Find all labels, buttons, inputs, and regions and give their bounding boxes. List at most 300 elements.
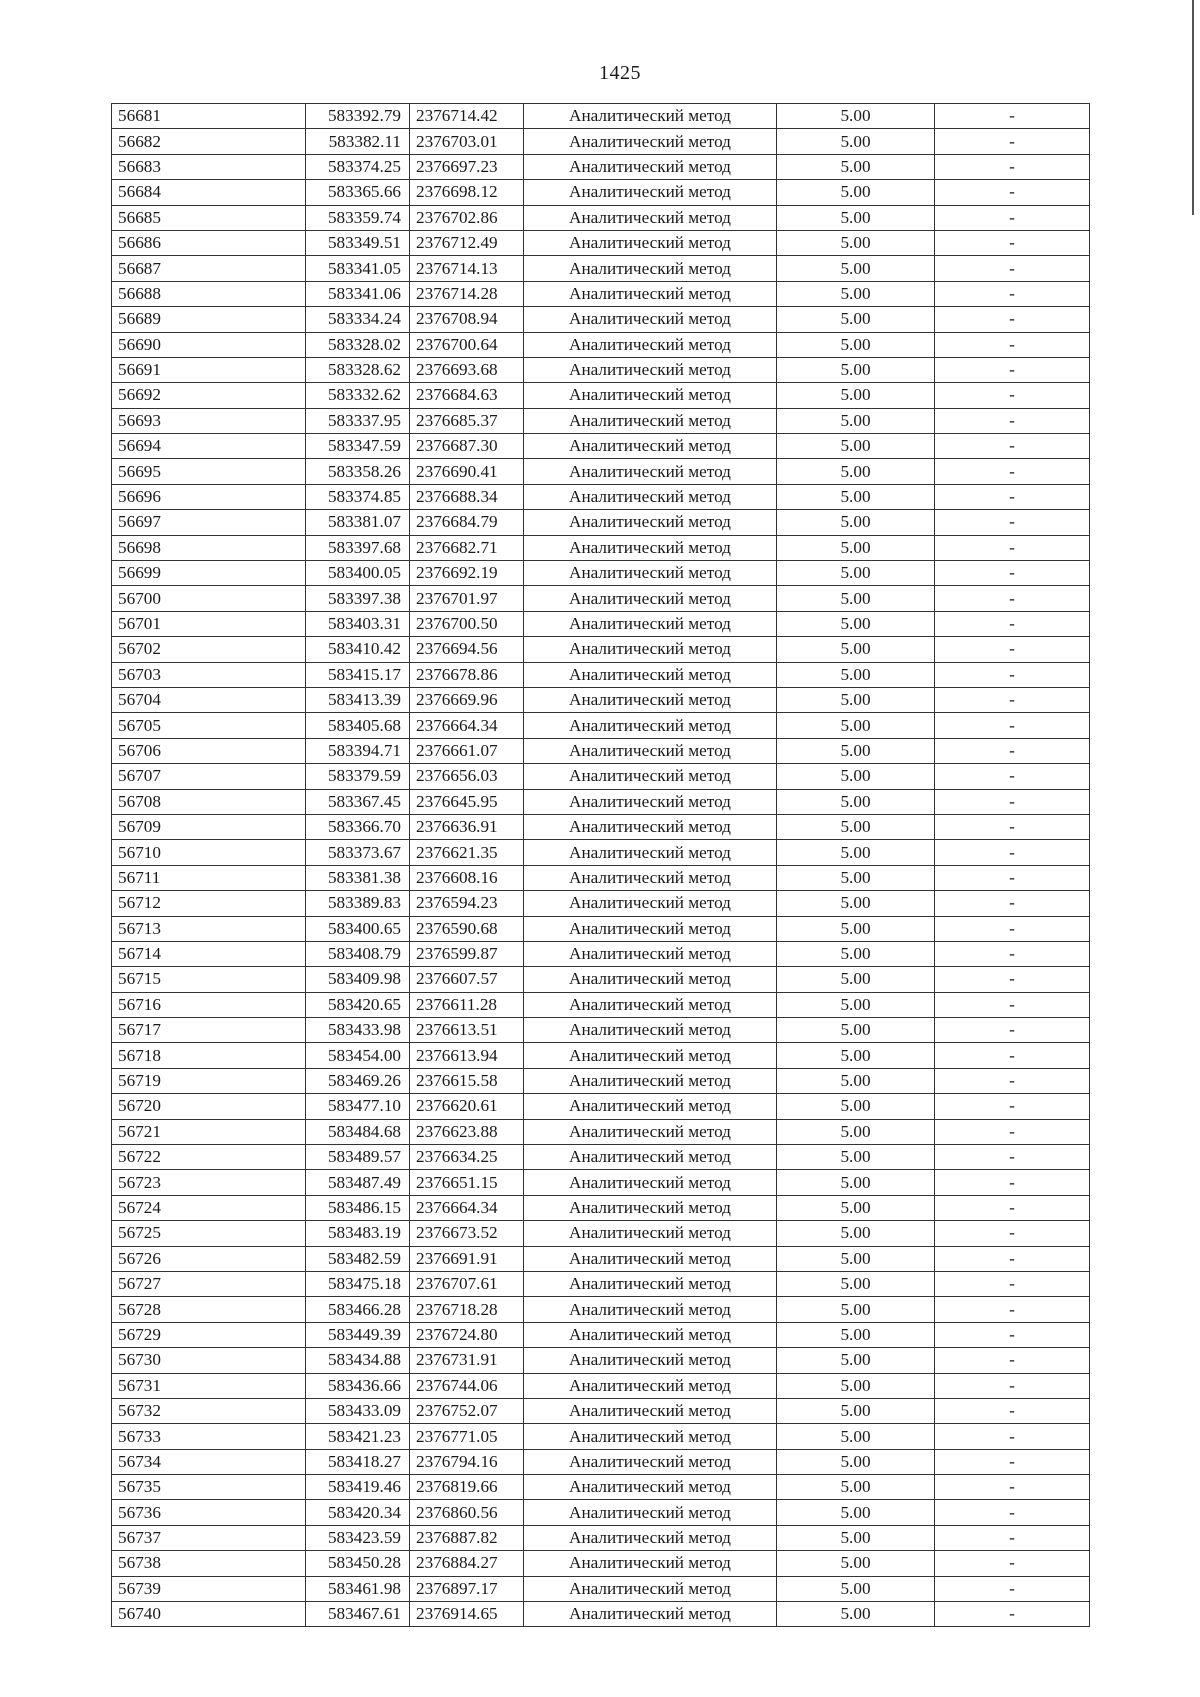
x-coordinate-cell: 583328.62 (306, 357, 410, 382)
point-number-cell: 56740 (112, 1602, 306, 1627)
method-cell: Аналитический метод (524, 1398, 777, 1423)
x-coordinate-cell: 583366.70 (306, 814, 410, 839)
table-row (112, 1424, 1090, 1449)
note-cell: - (935, 205, 1090, 230)
note-cell: - (935, 281, 1090, 306)
point-number-cell: 56687 (112, 256, 306, 281)
note-cell: - (935, 154, 1090, 179)
method-cell: Аналитический метод (524, 307, 777, 332)
method-cell: Аналитический метод (524, 154, 777, 179)
point-number-cell: 56689 (112, 307, 306, 332)
point-number-cell: 56695 (112, 459, 306, 484)
x-coordinate-cell: 583434.88 (306, 1348, 410, 1373)
x-coordinate-cell: 583400.05 (306, 561, 410, 586)
x-coordinate-cell: 583359.74 (306, 205, 410, 230)
table-row (112, 586, 1090, 611)
note-cell: - (935, 1094, 1090, 1119)
method-cell: Аналитический метод (524, 1170, 777, 1195)
y-coordinate-cell: 2376685.37 (410, 408, 524, 433)
note-cell: - (935, 180, 1090, 205)
table-row (112, 764, 1090, 789)
x-coordinate-cell: 583374.85 (306, 484, 410, 509)
x-coordinate-cell: 583486.15 (306, 1195, 410, 1220)
method-cell: Аналитический метод (524, 1271, 777, 1296)
y-coordinate-cell: 2376860.56 (410, 1500, 524, 1525)
accuracy-cell: 5.00 (777, 662, 935, 687)
table-row (112, 1348, 1090, 1373)
accuracy-cell: 5.00 (777, 383, 935, 408)
note-cell: - (935, 814, 1090, 839)
method-cell: Аналитический метод (524, 1373, 777, 1398)
point-number-cell: 56704 (112, 687, 306, 712)
note-cell: - (935, 1221, 1090, 1246)
point-number-cell: 56722 (112, 1145, 306, 1170)
x-coordinate-cell: 583408.79 (306, 941, 410, 966)
accuracy-cell: 5.00 (777, 1068, 935, 1093)
note-cell: - (935, 510, 1090, 535)
method-cell: Аналитический метод (524, 1119, 777, 1144)
accuracy-cell: 5.00 (777, 1602, 935, 1627)
y-coordinate-cell: 2376607.57 (410, 967, 524, 992)
y-coordinate-cell: 2376718.28 (410, 1297, 524, 1322)
y-coordinate-cell: 2376712.49 (410, 230, 524, 255)
point-number-cell: 56732 (112, 1398, 306, 1423)
note-cell: - (935, 992, 1090, 1017)
accuracy-cell: 5.00 (777, 713, 935, 738)
point-number-cell: 56701 (112, 611, 306, 636)
note-cell: - (935, 129, 1090, 154)
accuracy-cell: 5.00 (777, 1551, 935, 1576)
point-number-cell: 56702 (112, 637, 306, 662)
table-row (112, 916, 1090, 941)
y-coordinate-cell: 2376673.52 (410, 1221, 524, 1246)
x-coordinate-cell: 583466.28 (306, 1297, 410, 1322)
accuracy-cell: 5.00 (777, 1500, 935, 1525)
table-row (112, 205, 1090, 230)
accuracy-cell: 5.00 (777, 129, 935, 154)
accuracy-cell: 5.00 (777, 1398, 935, 1423)
x-coordinate-cell: 583433.98 (306, 1018, 410, 1043)
y-coordinate-cell: 2376678.86 (410, 662, 524, 687)
note-cell: - (935, 1322, 1090, 1347)
point-number-cell: 56739 (112, 1576, 306, 1601)
point-number-cell: 56733 (112, 1424, 306, 1449)
x-coordinate-cell: 583405.68 (306, 713, 410, 738)
x-coordinate-cell: 583436.66 (306, 1373, 410, 1398)
note-cell: - (935, 840, 1090, 865)
accuracy-cell: 5.00 (777, 230, 935, 255)
y-coordinate-cell: 2376664.34 (410, 713, 524, 738)
x-coordinate-cell: 583341.06 (306, 281, 410, 306)
method-cell: Аналитический метод (524, 1602, 777, 1627)
x-coordinate-cell: 583379.59 (306, 764, 410, 789)
point-number-cell: 56710 (112, 840, 306, 865)
table-row (112, 1602, 1090, 1627)
accuracy-cell: 5.00 (777, 865, 935, 890)
method-cell: Аналитический метод (524, 916, 777, 941)
x-coordinate-cell: 583413.39 (306, 687, 410, 712)
point-number-cell: 56708 (112, 789, 306, 814)
table-row (112, 637, 1090, 662)
point-number-cell: 56700 (112, 586, 306, 611)
accuracy-cell: 5.00 (777, 154, 935, 179)
table-row (112, 180, 1090, 205)
note-cell: - (935, 357, 1090, 382)
x-coordinate-cell: 583392.79 (306, 104, 410, 129)
table-row (112, 1271, 1090, 1296)
x-coordinate-cell: 583334.24 (306, 307, 410, 332)
note-cell: - (935, 561, 1090, 586)
table-row (112, 967, 1090, 992)
y-coordinate-cell: 2376702.86 (410, 205, 524, 230)
note-cell: - (935, 1525, 1090, 1550)
x-coordinate-cell: 583382.11 (306, 129, 410, 154)
x-coordinate-cell: 583341.05 (306, 256, 410, 281)
table-row (112, 1525, 1090, 1550)
point-number-cell: 56723 (112, 1170, 306, 1195)
note-cell: - (935, 535, 1090, 560)
point-number-cell: 56692 (112, 383, 306, 408)
accuracy-cell: 5.00 (777, 586, 935, 611)
point-number-cell: 56730 (112, 1348, 306, 1373)
accuracy-cell: 5.00 (777, 332, 935, 357)
x-coordinate-cell: 583358.26 (306, 459, 410, 484)
point-number-cell: 56734 (112, 1449, 306, 1474)
accuracy-cell: 5.00 (777, 891, 935, 916)
point-number-cell: 56681 (112, 104, 306, 129)
accuracy-cell: 5.00 (777, 484, 935, 509)
method-cell: Аналитический метод (524, 1246, 777, 1271)
accuracy-cell: 5.00 (777, 1246, 935, 1271)
point-number-cell: 56713 (112, 916, 306, 941)
point-number-cell: 56697 (112, 510, 306, 535)
y-coordinate-cell: 2376664.34 (410, 1195, 524, 1220)
table-row (112, 789, 1090, 814)
point-number-cell: 56711 (112, 865, 306, 890)
x-coordinate-cell: 583418.27 (306, 1449, 410, 1474)
method-cell: Аналитический метод (524, 1475, 777, 1500)
note-cell: - (935, 1246, 1090, 1271)
x-coordinate-cell: 583484.68 (306, 1119, 410, 1144)
note-cell: - (935, 1602, 1090, 1627)
method-cell: Аналитический метод (524, 586, 777, 611)
y-coordinate-cell: 2376645.95 (410, 789, 524, 814)
y-coordinate-cell: 2376731.91 (410, 1348, 524, 1373)
accuracy-cell: 5.00 (777, 611, 935, 636)
accuracy-cell: 5.00 (777, 1373, 935, 1398)
y-coordinate-cell: 2376700.50 (410, 611, 524, 636)
accuracy-cell: 5.00 (777, 104, 935, 129)
method-cell: Аналитический метод (524, 383, 777, 408)
note-cell: - (935, 459, 1090, 484)
accuracy-cell: 5.00 (777, 307, 935, 332)
point-number-cell: 56703 (112, 662, 306, 687)
x-coordinate-cell: 583420.65 (306, 992, 410, 1017)
note-cell: - (935, 662, 1090, 687)
table-row (112, 1500, 1090, 1525)
table-row (112, 1043, 1090, 1068)
y-coordinate-cell: 2376884.27 (410, 1551, 524, 1576)
point-number-cell: 56688 (112, 281, 306, 306)
table-row (112, 1145, 1090, 1170)
note-cell: - (935, 967, 1090, 992)
y-coordinate-cell: 2376752.07 (410, 1398, 524, 1423)
accuracy-cell: 5.00 (777, 1424, 935, 1449)
method-cell: Аналитический метод (524, 104, 777, 129)
y-coordinate-cell: 2376708.94 (410, 307, 524, 332)
table-row (112, 1576, 1090, 1601)
y-coordinate-cell: 2376684.79 (410, 510, 524, 535)
point-number-cell: 56721 (112, 1119, 306, 1144)
x-coordinate-cell: 583454.00 (306, 1043, 410, 1068)
note-cell: - (935, 1145, 1090, 1170)
x-coordinate-cell: 583421.23 (306, 1424, 410, 1449)
note-cell: - (935, 687, 1090, 712)
point-number-cell: 56696 (112, 484, 306, 509)
table-row (112, 484, 1090, 509)
page-number: 1425 (599, 62, 641, 84)
table-row (112, 434, 1090, 459)
note-cell: - (935, 1449, 1090, 1474)
accuracy-cell: 5.00 (777, 1043, 935, 1068)
table-row (112, 1221, 1090, 1246)
method-cell: Аналитический метод (524, 459, 777, 484)
table-row (112, 814, 1090, 839)
method-cell: Аналитический метод (524, 662, 777, 687)
y-coordinate-cell: 2376691.91 (410, 1246, 524, 1271)
method-cell: Аналитический метод (524, 1322, 777, 1347)
y-coordinate-cell: 2376615.58 (410, 1068, 524, 1093)
method-cell: Аналитический метод (524, 332, 777, 357)
table-row (112, 154, 1090, 179)
point-number-cell: 56684 (112, 180, 306, 205)
accuracy-cell: 5.00 (777, 814, 935, 839)
note-cell: - (935, 586, 1090, 611)
y-coordinate-cell: 2376819.66 (410, 1475, 524, 1500)
y-coordinate-cell: 2376694.56 (410, 637, 524, 662)
x-coordinate-cell: 583483.19 (306, 1221, 410, 1246)
method-cell: Аналитический метод (524, 1424, 777, 1449)
x-coordinate-cell: 583365.66 (306, 180, 410, 205)
method-cell: Аналитический метод (524, 1449, 777, 1474)
method-cell: Аналитический метод (524, 129, 777, 154)
note-cell: - (935, 611, 1090, 636)
y-coordinate-cell: 2376688.34 (410, 484, 524, 509)
y-coordinate-cell: 2376682.71 (410, 535, 524, 560)
point-number-cell: 56725 (112, 1221, 306, 1246)
x-coordinate-cell: 583389.83 (306, 891, 410, 916)
table-row (112, 561, 1090, 586)
note-cell: - (935, 332, 1090, 357)
y-coordinate-cell: 2376590.68 (410, 916, 524, 941)
point-number-cell: 56706 (112, 738, 306, 763)
point-number-cell: 56709 (112, 814, 306, 839)
note-cell: - (935, 1043, 1090, 1068)
method-cell: Аналитический метод (524, 1221, 777, 1246)
method-cell: Аналитический метод (524, 738, 777, 763)
point-number-cell: 56698 (112, 535, 306, 560)
table-row (112, 383, 1090, 408)
y-coordinate-cell: 2376651.15 (410, 1170, 524, 1195)
method-cell: Аналитический метод (524, 1068, 777, 1093)
method-cell: Аналитический метод (524, 992, 777, 1017)
table-row (112, 738, 1090, 763)
method-cell: Аналитический метод (524, 967, 777, 992)
method-cell: Аналитический метод (524, 1043, 777, 1068)
accuracy-cell: 5.00 (777, 459, 935, 484)
method-cell: Аналитический метод (524, 1018, 777, 1043)
method-cell: Аналитический метод (524, 1525, 777, 1550)
x-coordinate-cell: 583487.49 (306, 1170, 410, 1195)
y-coordinate-cell: 2376669.96 (410, 687, 524, 712)
accuracy-cell: 5.00 (777, 281, 935, 306)
table-row (112, 1475, 1090, 1500)
table-row (112, 1551, 1090, 1576)
method-cell: Аналитический метод (524, 230, 777, 255)
x-coordinate-cell: 583419.46 (306, 1475, 410, 1500)
table-row (112, 941, 1090, 966)
x-coordinate-cell: 583328.02 (306, 332, 410, 357)
y-coordinate-cell: 2376707.61 (410, 1271, 524, 1296)
y-coordinate-cell: 2376661.07 (410, 738, 524, 763)
note-cell: - (935, 713, 1090, 738)
accuracy-cell: 5.00 (777, 1145, 935, 1170)
y-coordinate-cell: 2376684.63 (410, 383, 524, 408)
table-row (112, 307, 1090, 332)
table-row (112, 713, 1090, 738)
y-coordinate-cell: 2376608.16 (410, 865, 524, 890)
note-cell: - (935, 1500, 1090, 1525)
x-coordinate-cell: 583433.09 (306, 1398, 410, 1423)
accuracy-cell: 5.00 (777, 967, 935, 992)
table-row (112, 510, 1090, 535)
table-row (112, 891, 1090, 916)
note-cell: - (935, 764, 1090, 789)
method-cell: Аналитический метод (524, 357, 777, 382)
note-cell: - (935, 1018, 1090, 1043)
point-number-cell: 56717 (112, 1018, 306, 1043)
method-cell: Аналитический метод (524, 1297, 777, 1322)
table-row (112, 611, 1090, 636)
accuracy-cell: 5.00 (777, 1119, 935, 1144)
x-coordinate-cell: 583381.07 (306, 510, 410, 535)
note-cell: - (935, 1170, 1090, 1195)
y-coordinate-cell: 2376656.03 (410, 764, 524, 789)
x-coordinate-cell: 583409.98 (306, 967, 410, 992)
note-cell: - (935, 256, 1090, 281)
note-cell: - (935, 104, 1090, 129)
y-coordinate-cell: 2376914.65 (410, 1602, 524, 1627)
note-cell: - (935, 738, 1090, 763)
x-coordinate-cell: 583489.57 (306, 1145, 410, 1170)
accuracy-cell: 5.00 (777, 1297, 935, 1322)
note-cell: - (935, 1119, 1090, 1144)
table-row (112, 687, 1090, 712)
y-coordinate-cell: 2376687.30 (410, 434, 524, 459)
point-number-cell: 56690 (112, 332, 306, 357)
note-cell: - (935, 941, 1090, 966)
method-cell: Аналитический метод (524, 687, 777, 712)
method-cell: Аналитический метод (524, 891, 777, 916)
method-cell: Аналитический метод (524, 180, 777, 205)
point-number-cell: 56694 (112, 434, 306, 459)
note-cell: - (935, 484, 1090, 509)
table-row (112, 230, 1090, 255)
x-coordinate-cell: 583347.59 (306, 434, 410, 459)
note-cell: - (935, 1475, 1090, 1500)
method-cell: Аналитический метод (524, 814, 777, 839)
accuracy-cell: 5.00 (777, 840, 935, 865)
table-row (112, 1297, 1090, 1322)
y-coordinate-cell: 2376599.87 (410, 941, 524, 966)
table-row (112, 459, 1090, 484)
table-row (112, 840, 1090, 865)
table-row (112, 256, 1090, 281)
point-number-cell: 56735 (112, 1475, 306, 1500)
y-coordinate-cell: 2376794.16 (410, 1449, 524, 1474)
x-coordinate-cell: 583337.95 (306, 408, 410, 433)
x-coordinate-cell: 583461.98 (306, 1576, 410, 1601)
point-number-cell: 56729 (112, 1322, 306, 1347)
table-row (112, 535, 1090, 560)
x-coordinate-cell: 583394.71 (306, 738, 410, 763)
method-cell: Аналитический метод (524, 637, 777, 662)
method-cell: Аналитический метод (524, 1094, 777, 1119)
point-number-cell: 56705 (112, 713, 306, 738)
method-cell: Аналитический метод (524, 434, 777, 459)
point-number-cell: 56686 (112, 230, 306, 255)
accuracy-cell: 5.00 (777, 992, 935, 1017)
table-row (112, 281, 1090, 306)
point-number-cell: 56719 (112, 1068, 306, 1093)
point-number-cell: 56738 (112, 1551, 306, 1576)
point-number-cell: 56685 (112, 205, 306, 230)
accuracy-cell: 5.00 (777, 1018, 935, 1043)
y-coordinate-cell: 2376692.19 (410, 561, 524, 586)
accuracy-cell: 5.00 (777, 941, 935, 966)
x-coordinate-cell: 583397.68 (306, 535, 410, 560)
accuracy-cell: 5.00 (777, 1271, 935, 1296)
point-number-cell: 56720 (112, 1094, 306, 1119)
y-coordinate-cell: 2376724.80 (410, 1322, 524, 1347)
accuracy-cell: 5.00 (777, 1475, 935, 1500)
y-coordinate-cell: 2376714.28 (410, 281, 524, 306)
table-row (112, 408, 1090, 433)
x-coordinate-cell: 583477.10 (306, 1094, 410, 1119)
table-row (112, 992, 1090, 1017)
accuracy-cell: 5.00 (777, 738, 935, 763)
method-cell: Аналитический метод (524, 941, 777, 966)
x-coordinate-cell: 583467.61 (306, 1602, 410, 1627)
method-cell: Аналитический метод (524, 1500, 777, 1525)
accuracy-cell: 5.00 (777, 1348, 935, 1373)
x-coordinate-cell: 583400.65 (306, 916, 410, 941)
note-cell: - (935, 1373, 1090, 1398)
y-coordinate-cell: 2376623.88 (410, 1119, 524, 1144)
note-cell: - (935, 891, 1090, 916)
y-coordinate-cell: 2376690.41 (410, 459, 524, 484)
y-coordinate-cell: 2376897.17 (410, 1576, 524, 1601)
note-cell: - (935, 916, 1090, 941)
y-coordinate-cell: 2376594.23 (410, 891, 524, 916)
table-row (112, 1195, 1090, 1220)
table-row (112, 1373, 1090, 1398)
x-coordinate-cell: 583469.26 (306, 1068, 410, 1093)
method-cell: Аналитический метод (524, 535, 777, 560)
note-cell: - (935, 408, 1090, 433)
y-coordinate-cell: 2376693.68 (410, 357, 524, 382)
note-cell: - (935, 789, 1090, 814)
